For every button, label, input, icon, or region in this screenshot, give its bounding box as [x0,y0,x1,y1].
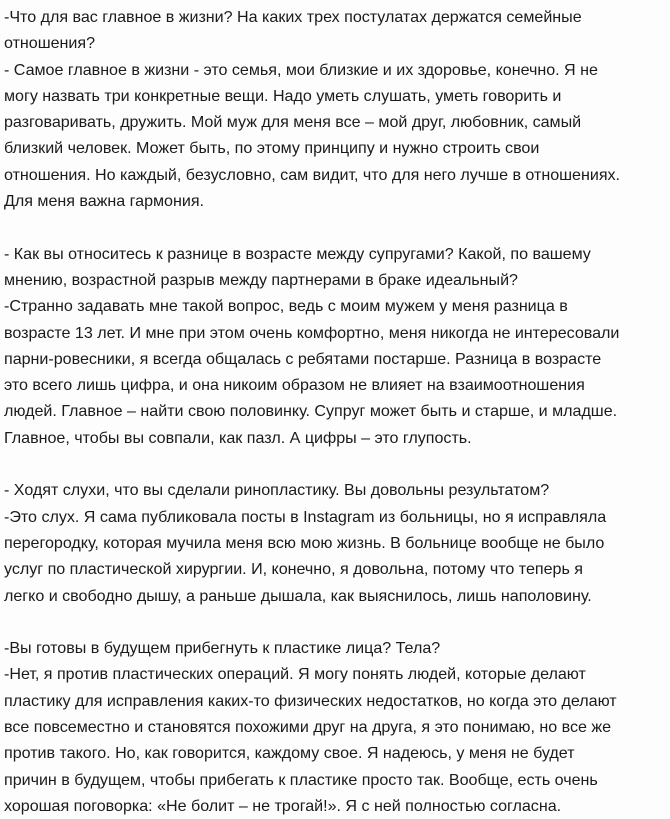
interview-question [4,477,664,503]
text-line: Для меня важна гармония. [4,192,204,211]
text-line: могу назвать три конкретные вещи. Надо уметь слушать, уметь говорить и [4,86,562,105]
text-line: мнению, возрастной разрыв между партнерами в браке идеальный? [4,270,518,289]
interview-answer [4,57,664,215]
text-line: близкий человек. Может быть, по этому принципу и нужно строить свои [4,139,540,158]
interview-answer [4,504,664,609]
interview-question [4,4,664,57]
text-line: хорошая поговорка: «Не болит – не трогай!». Я с ней полностью согласна. [4,796,562,815]
text-line: -Нет, я против пластических операций. Я могу понять людей, которые делают [4,665,586,684]
interview-question [4,241,664,294]
text-line: - Самое главное в жизни - это семья, мои близкие и их здоровье, конечно. Я не [4,60,598,79]
text-line: парни-ровесники, я всегда общалась с ребятами постарше. Разница в возрасте [4,349,602,368]
text-line: - Ходят слухи, что вы сделали ринопластику. Вы довольны результатом? [4,481,550,500]
text-line: -Вы готовы в будущем прибегнуть к пластике лица? Тела? [4,639,441,658]
text-line: -Это слух. Я сама публиковала посты в Instagram из больницы, но я исправляла [4,507,607,526]
text-line: перегородку, которая мучила меня всю мою жизнь. В больнице вообще не было [4,533,605,552]
text-line: причин в будущем, чтобы прибегать к пластике просто так. Вообще, есть очень [4,770,598,789]
text-line: людей. Главное – найти свою половинку. Супруг может быть и старше, и младше. [4,402,618,421]
text-line: против такого. Но, как говорится, каждому свое. Я надеюсь, у меня не будет [4,744,575,763]
text-line: это всего лишь цифра, и она никоим образом не влияет на взаимоотношения [4,376,585,395]
text-line: -Что для вас главное в жизни? На каких трех постулатах держатся семейные [4,8,582,26]
interview-question [4,635,664,661]
text-line: разговаривать, дружить. Мой муж для меня все – мой друг, любовник, самый [4,113,582,132]
text-line: отношения. Но каждый, безусловно, сам видит, что для него лучше в отношениях. [4,165,620,184]
interview-answer [4,661,664,819]
text-line: Главное, чтобы вы совпали, как пазл. А цифры – это глупость. [4,428,472,447]
text-line: - Как вы относитесь к разнице в возрасте между супругами? Какой, по вашему [4,244,591,263]
text-line: отношения? [4,34,96,53]
text-line: возрасте 13 лет. И мне при этом очень комфортно, меня никогда не интересовали [4,323,620,342]
interview-answer [4,293,664,451]
text-line: -Странно задавать мне такой вопрос, ведь с моим мужем у меня разница в [4,297,568,316]
text-line: пластику для исправления каких-то физических недостатков, но когда это делают [4,691,617,710]
text-line: легко и свободно дышу, а раньше дышала, как выяснилось, лишь наполовину. [4,586,592,605]
interview-transcript [4,4,664,819]
text-line: услуг по пластической хирургии. И, конечно, я довольна, потому что теперь я [4,560,583,579]
text-line: все повсеместно и становятся похожими друг на друга, я это понимаю, но все же [4,718,612,737]
